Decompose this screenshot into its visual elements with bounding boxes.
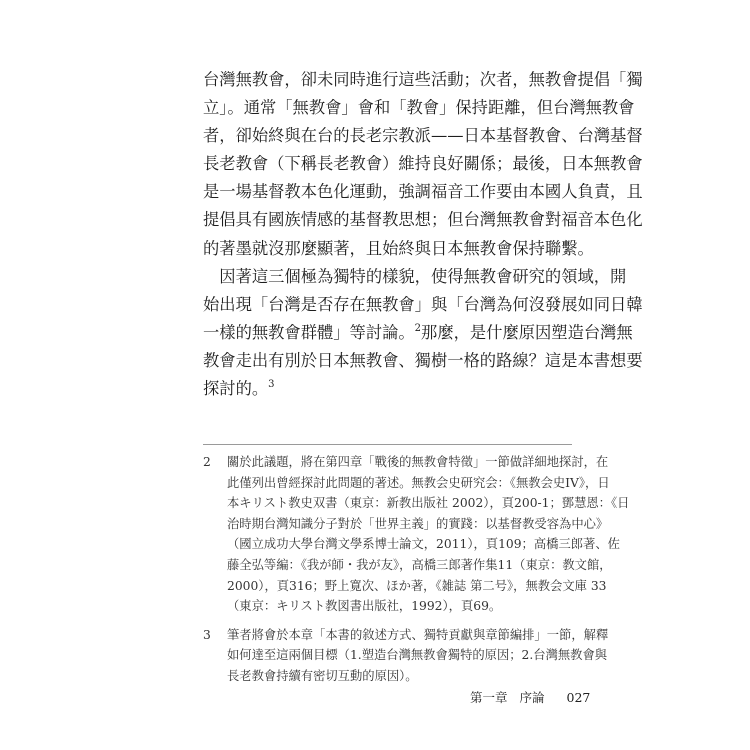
text-segment: 探討的。 — [203, 379, 269, 399]
text-line: 提倡具有國族情感的基督教思想；但台灣無教會對福音本色化 — [203, 210, 643, 230]
footnotes — [203, 452, 630, 689]
footnote-number: 2 — [203, 455, 211, 469]
text-line-with-note — [203, 375, 575, 403]
footnote-line: 2000），頁316；野上寛次、ほか著，《雑誌 第二号》，無教会文庫 33 — [227, 578, 607, 593]
footnote-ref-3[interactable]: 3 — [268, 379, 275, 391]
text-line: 者，卻始終與在台的長老宗教派——日本基督教會、台灣基督 — [203, 126, 643, 146]
footnote-line: （東京：キリスト教図書出版社，1992），頁69。 — [227, 599, 502, 614]
footnote-ref-2[interactable]: 2 — [414, 322, 422, 334]
footnote-line: 此僅列出曾經探討此問題的著述。無教会史研究会：《無教会史IV》，日 — [227, 475, 610, 490]
page-number: 027 — [566, 690, 591, 705]
chapter-label: 第一章 — [470, 690, 508, 705]
footnote-number: 3 — [203, 627, 211, 642]
text-line: 始出現「台灣是否存在無教會」與「台灣為何沒發展如同日韓 — [203, 294, 643, 314]
footnote-line: 筆者將會於本章「本書的敘述方式、獨特貢獻與章節編排」一節，解釋 — [227, 627, 609, 642]
text-line: 教會走出有別於日本無教會、獨樹一格的路線？這是本書想要 — [203, 350, 643, 370]
footnote-line: 治時期台灣知識分子對於「世界主義」的實踐：以基督教受容為中心》 — [227, 516, 609, 531]
text-line: 台灣無教會，卻未同時進行這些活動；次者，無教會提倡「獨 — [203, 70, 643, 89]
footnote-2 — [203, 452, 630, 617]
text-line: 因著這三個極為獨特的樣貌，使得無教會研究的領域，開 — [219, 266, 627, 286]
text-line-with-note — [203, 319, 633, 347]
text-line: 立」。通常「無教會」會和「教會」保持距離，但台灣無教會 — [203, 98, 635, 118]
footnote-divider — [203, 444, 572, 445]
footnote-line: 本キリスト教史双書（東京：新教出版社 2002），頁200-1；鄧慧恩：《日 — [227, 496, 630, 511]
footnote-line: 關於此議題，將在第四章「戰後的無教會特徵」一節做詳細地探討，在 — [227, 455, 609, 469]
body-text — [203, 66, 643, 403]
footnote-line: 藤全弘等編：《我が師・我が友》，高橋三郎著作集11（東京：教文館， — [227, 557, 612, 572]
text-line: 長老教會（下稱長老教會）維持良好關係；最後，日本無教會 — [203, 154, 643, 174]
text-segment: 一樣的無教會群體」等討論。 — [203, 322, 415, 342]
section-label: 序論 — [519, 690, 545, 705]
text-line: 是一場基督教本色化運動，強調福音工作要由本國人負責，且 — [203, 182, 643, 202]
footnote-line: （國立成功大學台灣文學系博士論文，2011），頁109；高橋三郎著、佐 — [227, 537, 620, 552]
footnote-line: 長老教會持續有密切互動的原因）。 — [227, 668, 418, 683]
running-footer — [470, 688, 590, 706]
text-line: 的著墨就沒那麼顯著，且始終與日本無教會保持聯繫。 — [203, 238, 594, 258]
footnote-line: 如何達至這兩個目標（1.塑造台灣無教會獨特的原因；2.台灣無教會與 — [227, 648, 608, 663]
footnote-3 — [203, 625, 609, 687]
text-segment: 那麼，是什麼原因塑造台灣無 — [421, 322, 633, 342]
